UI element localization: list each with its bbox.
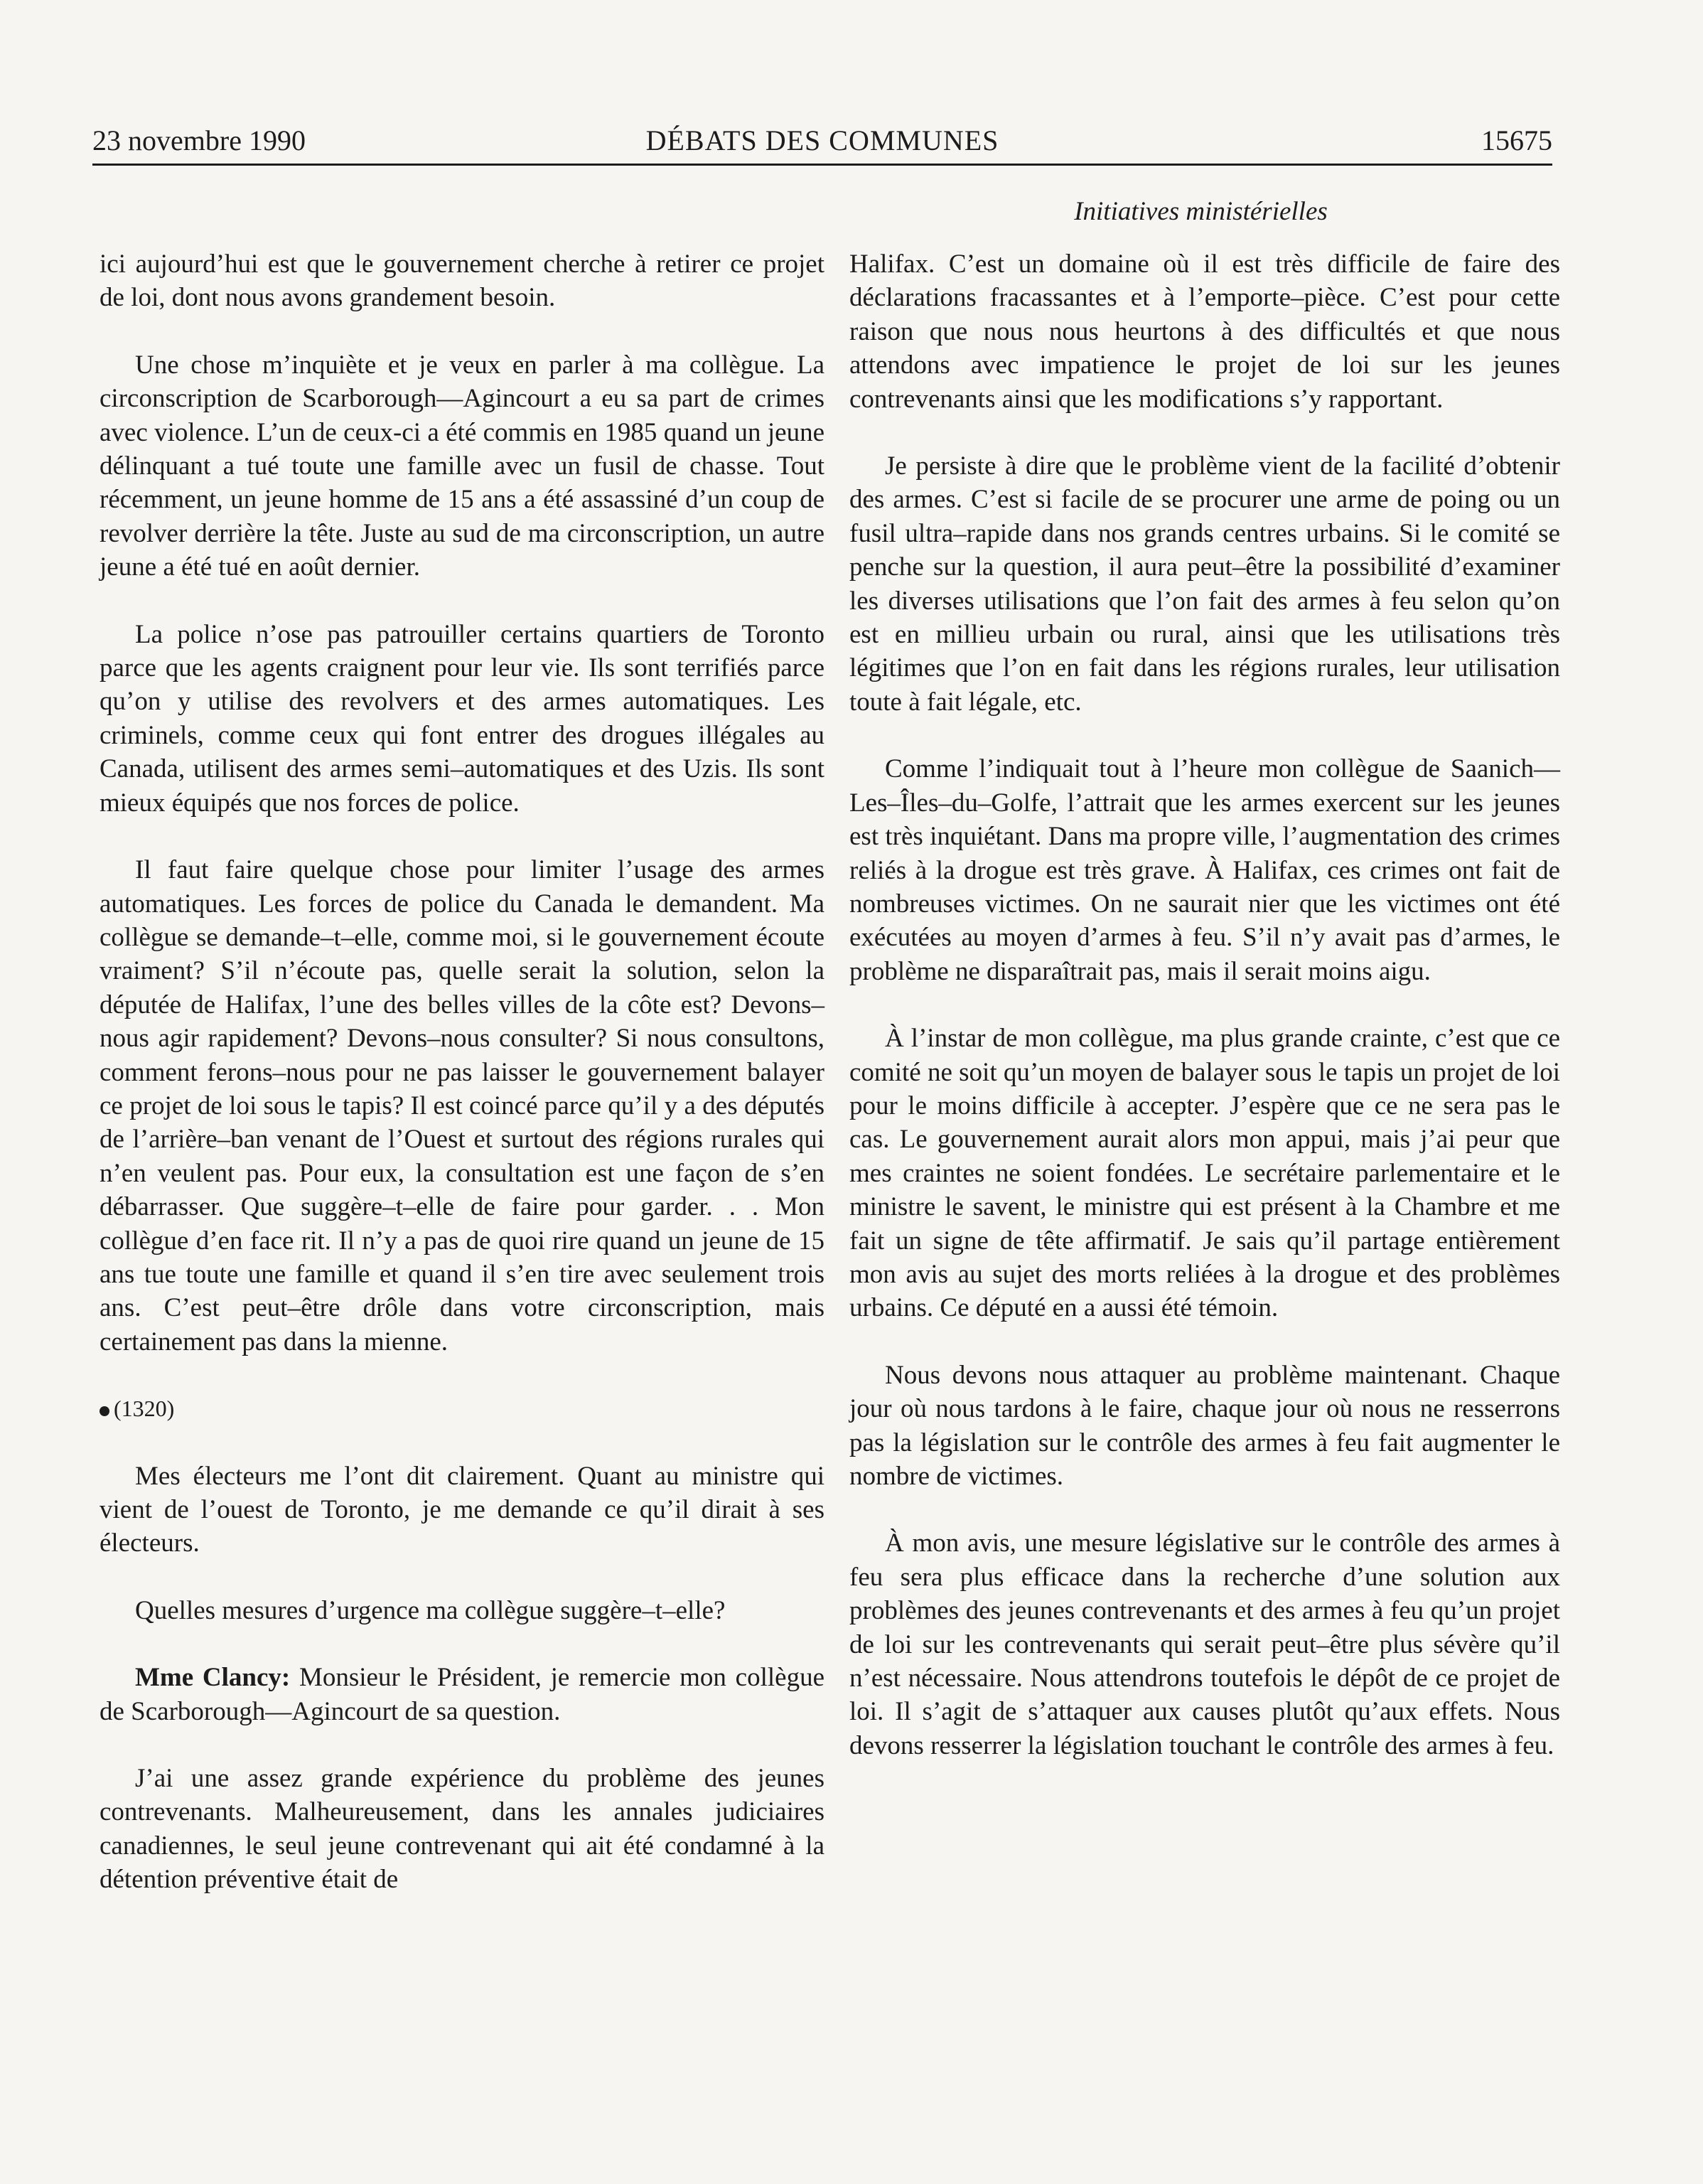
paragraph: Halifax. C’est un domaine où il est très difficile de faire des déclarations fracassantes et à l’emporte–pièce. C’est pour cette raison que nous nous heurtons à des difficultés et que nous attendons avec impatience le projet de loi sur les jeunes contrevenants ainsi que les modifications s’y rapportant. bbox=[849, 250, 1560, 414]
page-header bbox=[92, 119, 1552, 166]
paragraph: Mes électeurs me l’ont dit clairement. Quant au ministre qui vient de l’ouest de Toronto, je me demande ce qu’il dirait à ses électeurs. bbox=[100, 1461, 824, 1558]
speaker-name: Mme Clancy: bbox=[135, 1663, 291, 1693]
header-title: DÉBATS DES COMMUNES bbox=[645, 124, 999, 156]
paragraph: Je persiste à dire que le problème vient de la facilité d’obtenir des armes. C’est si facile de se procurer une arme de poing ou un fusil ultra–rapide dans nos grands centres urbains. Si le comité se penche sur la question, il aura peut–être la possibilité d’examiner les diverses utilisations que l’on fait des armes à feu selon qu’on est en millieu urbain ou rural, ainsi que les utilisations très légitimes que l’on en fait dans les régions rurales, leur utilisation toute à fait légale, etc. bbox=[849, 451, 1560, 717]
paragraph: À l’instar de mon collègue, ma plus grande crainte, c’est que ce comité ne soit qu’un moyen de balayer sous le tapis un projet de loi pour le moins difficile à accepter. J’espère que ce ne sera pas le cas. Le gouvernement aurait alors mon appui, mais j’ai peur que mes craintes ne soient fondées. Le secrétaire parlementaire et le ministre le savent, le ministre qui est présent à la Chambre et me fait un signe de tête affirmatif. Je sais qu’il partage entièrement mon avis au sujet des morts reliées à la drogue et des problèmes urbains. Ce député en a aussi été témoin. bbox=[849, 1024, 1560, 1323]
header-page-number: 15675 bbox=[1481, 124, 1552, 156]
paragraph: Comme l’indiquait tout à l’heure mon collègue de Saanich—Les–Îles–du–Golfe, l’attrait que les armes exercent sur les jeunes est très inquiétant. Dans ma propre ville, l’augmentation des crimes reliés à la drogue est très grave. À Halifax, ces crimes ont fait de nombreuses victimes. On ne saurait nier que les victimes ont été exécutées au moyen d’armes à feu. S’il n’y avait pas d’armes, le problème ne disparaîtrait pas, mais il serait moins aigu. bbox=[849, 754, 1560, 986]
speaker-text: Monsieur le Président, je remercie mon collègue de Scarborough—Agincourt de sa question. bbox=[100, 1663, 824, 1726]
paragraph: Une chose m’inquiète et je veux en parler à ma collègue. La circonscription de Scarborough—Agincourt a eu sa part de crimes avec violence. L’un de ceux-ci a été commis en 1985 quand un jeune délinquant a tué toute une famille avec un fusil de chasse. Tout récemment, un jeune homme de 15 ans a été assassiné d’un coup de revolver derrière la tête. Juste au sud de ma circonscription, un autre jeune a été tué en août dernier. bbox=[100, 350, 824, 582]
paragraph: À mon avis, une mesure législative sur le contrôle des armes à feu sera plus efficace dans la recherche d’une solution aux problèmes des jeunes contrevenants et des armes à feu qu’un projet de loi sur les contrevenants qui serait peut–être plus sévère qu’il n’est nécessaire. Nous attendrons toutefois le dépôt de ce projet de loi. Il s’agit de s’attaquer aux causes plutôt qu’aux effets. Nous devons resserrer la législation touchant le contrôle des armes à feu. bbox=[849, 1529, 1560, 1760]
paragraph: La police n’ose pas patrouiller certains quartiers de Toronto parce que les agents craignent pour leur vie. Ils sont terrifiés parce qu’on y utilise des revolvers et des armes automatiques. Les criminels, comme ceux qui font entrer des drogues illégales au Canada, utilisent des armes semi–automatiques et des Uzis. Ils sont mieux équipés que nos forces de police. bbox=[100, 619, 824, 818]
paragraph: ici aujourd’hui est que le gouvernement cherche à retirer ce projet de loi, dont nous avons grandement besoin. bbox=[100, 250, 824, 313]
speaker-paragraph bbox=[100, 1661, 824, 1728]
paragraph: Quelles mesures d’urgence ma collègue suggère–t–elle? bbox=[135, 1595, 726, 1625]
paragraph: Il faut faire quelque chose pour limiter l’usage des armes automatiques. Les forces de police du Canada le demandent. Ma collègue se demande–t–elle, comme moi, si le gouvernement écoute vraiment? S’il n’écoute pas, quelle serait la solution, selon la députée de Halifax, l’une des belles villes de la côte est? Devons–nous agir rapidement? Devons–nous consulter? Si nous consultons, comment ferons–nous pour ne pas laisser le gouvernement balayer ce projet de loi sous le tapis? Il est coincé parce qu’il y a des députés de l’arrière–ban venant de l’Ouest et surtout des régions rurales qui n’en veulent pas. Pour eux, la consultation est une façon de s’en débarrasser. Que suggère–t–elle de faire pour garder. . . Mon collègue d’en face rit. Il n’y a pas de quoi rire quand un jeune de 15 ans tue toute une famille et quand il s’en tire avec seulement trois ans. C’est peut–être drôle dans votre circonscription, mais certainement pas dans la mienne. bbox=[100, 855, 824, 1356]
bullet-icon bbox=[100, 1406, 109, 1416]
paragraph: J’ai une assez grande expérience du problème des jeunes contrevenants. Malheureusement, dans les annales judiciaires canadiennes, le seul jeune contrevenant qui ait été condamné à la détention préventive était de bbox=[100, 1764, 824, 1895]
timestamp-text: (1320) bbox=[114, 1396, 175, 1422]
left-column bbox=[100, 247, 824, 1930]
timestamp bbox=[100, 1392, 824, 1425]
right-column bbox=[849, 247, 1560, 1796]
paragraph: Nous devons nous attaquer au problème maintenant. Chaque jour où nous tardons à le faire, chaque jour où nous ne resserrons pas la législation sur le contrôle des armes à feu fait augmenter le nombre de victimes. bbox=[849, 1360, 1560, 1491]
section-title: Initiatives ministérielles bbox=[1074, 197, 1328, 226]
header-date: 23 novembre 1990 bbox=[92, 124, 306, 156]
